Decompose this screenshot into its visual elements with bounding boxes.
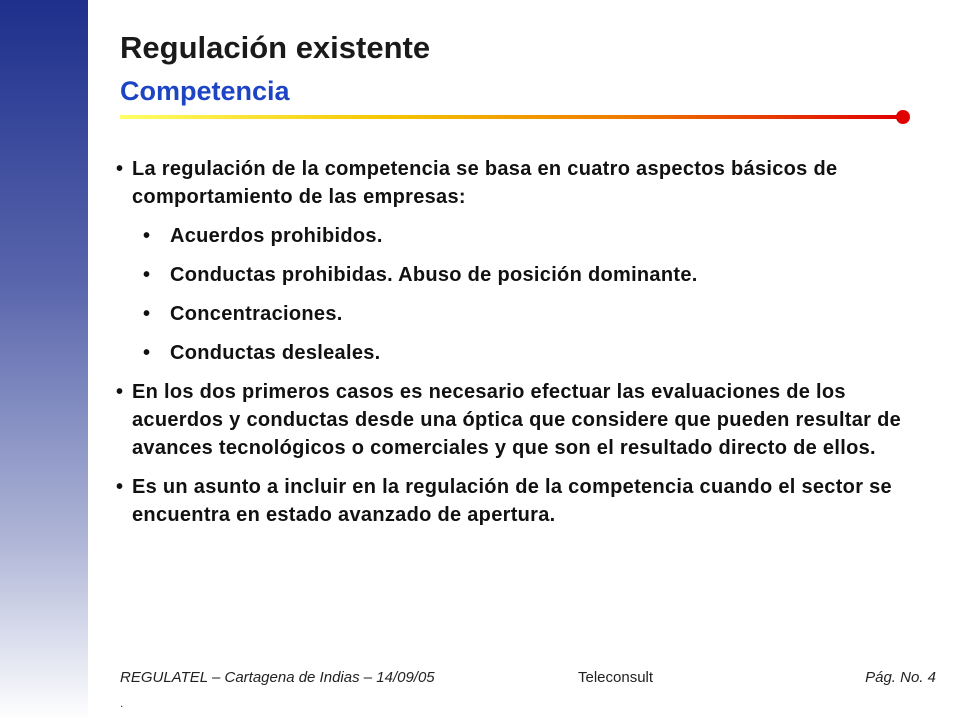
bullet-marker: • [143,225,151,247]
side-gradient-band [0,0,88,720]
bullet-text: La regulación de la competencia se basa en cuatro aspectos básicos de comportamiento de las empresas: [132,158,838,208]
bullet-text: Acuerdos prohibidos. [170,225,383,247]
footer-event: REGULATEL – Cartagena de Indias – 14/09/05 [120,669,435,686]
bullet-marker: • [116,158,124,180]
bullet-item [112,155,902,211]
bullet-marker: • [116,476,124,498]
bullet-marker: • [143,342,151,364]
bullet-marker: • [143,303,151,325]
bullet-item [112,473,902,529]
slide-subtitle: Competencia [120,76,290,106]
sub-bullet-item [112,222,902,250]
footer-page-number: Pág. No. 4 [865,669,936,686]
sub-bullet-item [112,300,902,328]
bullet-text: Conductas desleales. [170,342,381,364]
bullet-item [112,378,902,462]
slide-title: Regulación existente [120,30,431,65]
bullet-text: Conductas prohibidas. Abuso de posición dominante. [170,264,698,286]
bullet-marker: • [143,264,151,286]
bullet-list [112,155,902,540]
bullet-text: Es un asunto a incluir en la regulación de la competencia cuando el sector se encuentra en estado avanzado de apertura. [132,476,892,526]
footer-dot: . [120,696,124,710]
underline-end-dot [896,110,910,124]
sub-bullet-item [112,339,902,367]
sub-bullet-item [112,261,902,289]
title-underline [120,115,900,119]
bullet-text: Concentraciones. [170,303,343,325]
footer-company: Teleconsult [578,669,654,686]
bullet-text: En los dos primeros casos es necesario efectuar las evaluaciones de los acuerdos y conductas desde una óptica que considere que pueden resultar de avances tecnológicos o comerciales y que son el resultado directo de ellos. [132,381,902,459]
bullet-marker: • [116,381,124,403]
